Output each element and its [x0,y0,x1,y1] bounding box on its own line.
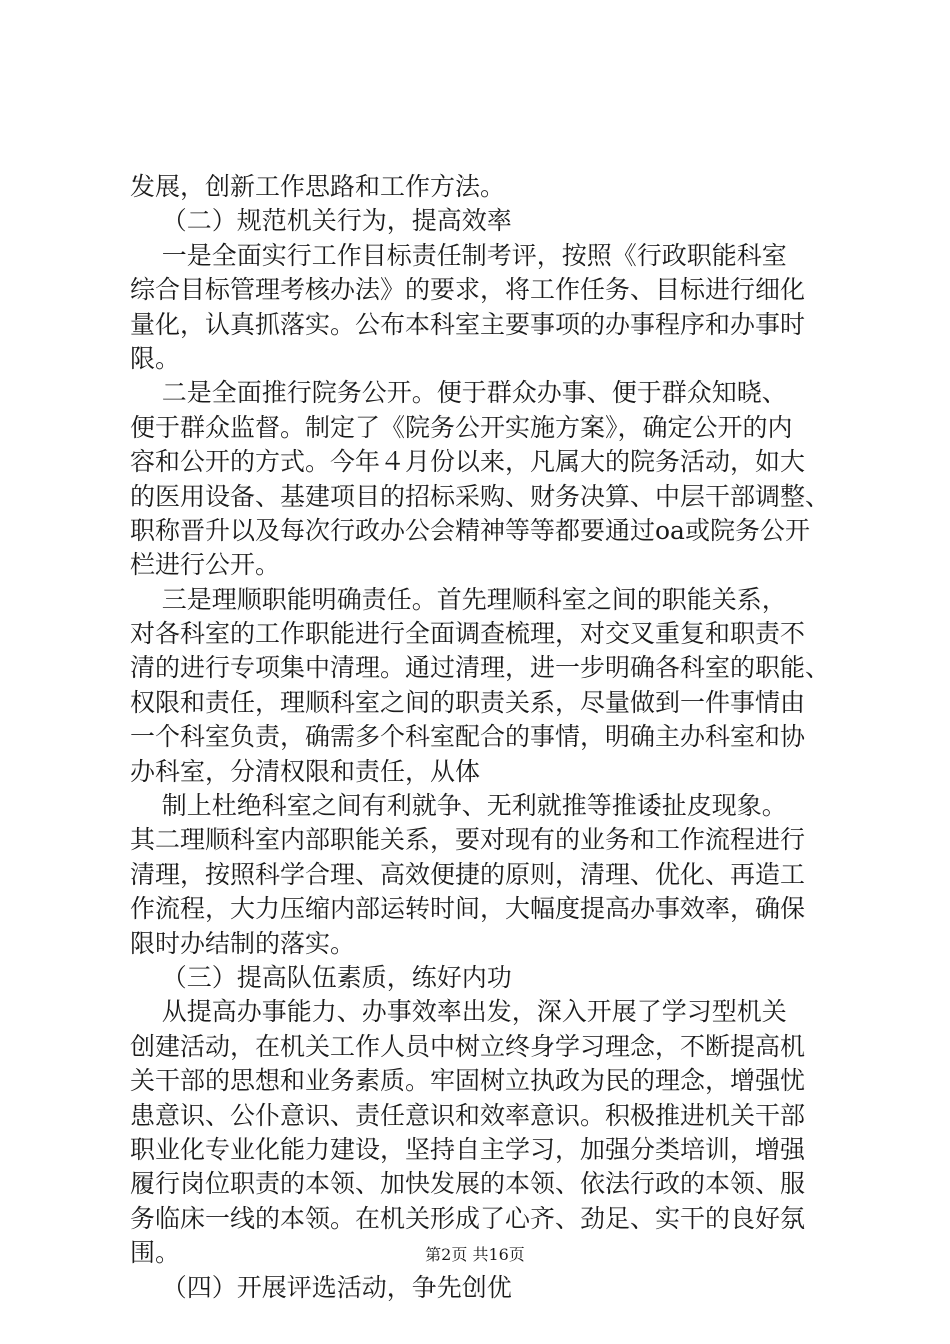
text-line: 关干部的思想和业务素质。牢固树立执政为民的理念，增强忧 [130,1066,806,1096]
text-line: 限时办结制的落实。 [130,928,356,958]
text-line: 职业化专业化能力建设，坚持自主学习，加强分类培训，增强 [130,1134,806,1164]
text-line: 制上杜绝科室之间有利就争、无利就推等推诿扯皮现象。 [130,791,787,821]
text-line: 一个科室负责，确需多个科室配合的事情，明确主办科室和协 [130,722,806,752]
text-line: 发展，创新工作思路和工作方法。 [130,172,506,201]
page-number-footer: 第2页 共16页 [425,1245,525,1264]
text-line: 量化，认真抓落实。公布本科室主要事项的办事程序和办事时 [130,309,806,339]
text-line: 作流程，大力压缩内部运转时间，大幅度提高办事效率，确保 [130,894,806,924]
text-line: 对各科室的工作职能进行全面调查梳理，对交叉重复和职责不 [130,619,806,649]
text-line: 职称晋升以及每次行政办公会精神等等都要通过oa或院务公开 [130,515,810,545]
text-line: 限。 [130,343,181,373]
section-heading: （四）开展评选活动，争先创优 [130,1272,512,1302]
text-line: 权限和责任，理顺科室之间的职责关系，尽量做到一件事情由 [130,687,806,717]
text-line: 一是全面实行工作目标责任制考评，按照《行政职能科室 [130,240,787,270]
text-line: 从提高办事能力、办事效率出发，深入开展了学习型机关 [130,997,787,1027]
text-line: 栏进行公开。 [130,550,281,580]
text-line: 务临床一线的本领。在机关形成了心齐、劲足、实干的良好氛 [130,1203,806,1233]
text-line: 三是理顺职能明确责任。首先理顺科室之间的职能关系， [130,584,787,614]
text-line: 清理，按照科学合理、高效便捷的原则，清理、优化、再造工 [130,859,806,889]
text-line: 的医用设备、基建项目的招标采购、财务决算、中层干部调整、 [130,481,831,511]
text-line: 围。 [130,1238,181,1268]
section-heading: （三）提高队伍素质，练好内功 [130,962,512,992]
document-body [130,170,830,1305]
text-line: 综合目标管理考核办法》的要求，将工作任务、目标进行细化 [130,275,806,305]
text-line: 便于群众监督。制定了《院务公开实施方案》，确定公开的内 [130,412,793,442]
text-line: 其二理顺科室内部职能关系，要对现有的业务和工作流程进行 [130,825,806,855]
text-line: 患意识、公仆意识、责任意识和效率意识。积极推进机关干部 [130,1100,806,1130]
text-line: 办科室，分清权限和责任，从体 [130,756,481,786]
text-line: 容和公开的方式。今年４月份以来，凡属大的院务活动，如大 [130,447,806,477]
text-line: 二是全面推行院务公开。便于群众办事、便于群众知晓、 [130,378,787,408]
section-heading: （二）规范机关行为，提高效率 [130,206,512,236]
text-line: 创建活动，在机关工作人员中树立终身学习理念，不断提高机 [130,1031,806,1061]
text-line: 清的进行专项集中清理。通过清理，进一步明确各科室的职能、 [130,653,831,683]
text-line: 履行岗位职责的本领、加快发展的本领、依法行政的本领、服 [130,1169,806,1199]
